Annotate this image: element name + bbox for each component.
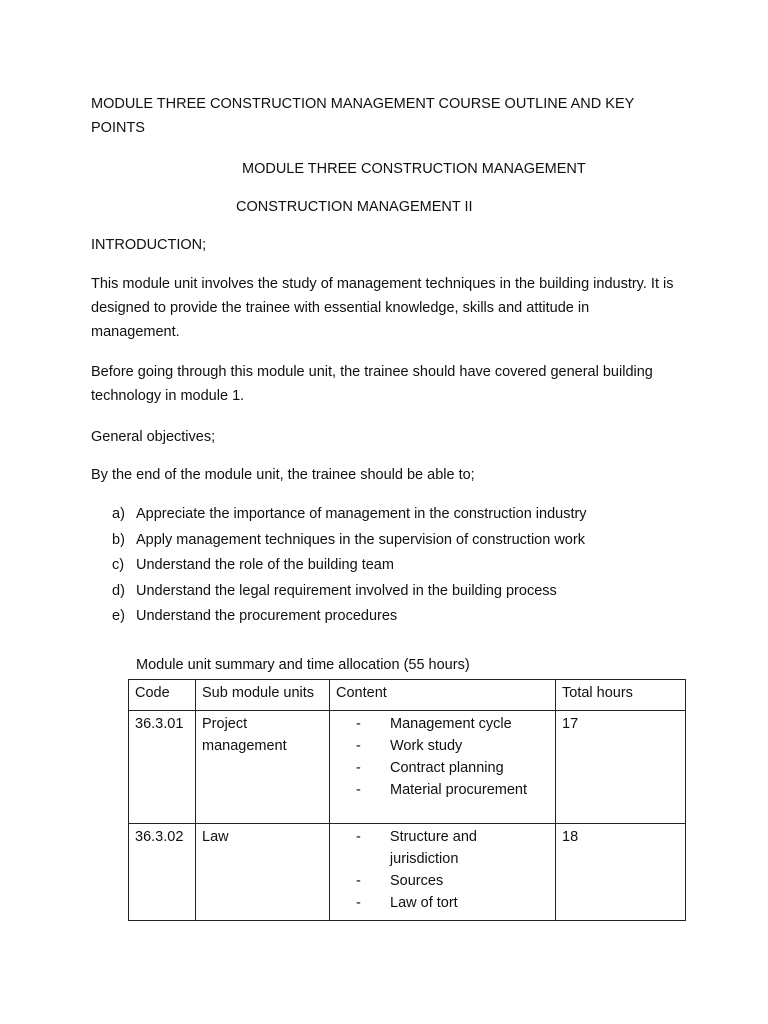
dash-marker: - [356,738,361,754]
content-list [336,713,549,801]
objectives-heading: General objectives; [91,429,216,445]
cell-hours: 18 [556,824,686,921]
header-code: Code [129,680,196,711]
cell-unit: Project management [196,711,330,824]
content-item [356,826,549,870]
objective-text: Understand the role of the building team [136,557,394,573]
dash-marker: - [356,760,361,776]
intro-paragraph-1: This module unit involves the study of management techniques in the building industry. It is designed to provide the trainee with essential knowledge, skills and attitude in management. [91,276,674,340]
header-total-hours: Total hours [556,680,686,711]
content-text: Work study [390,738,463,754]
objective-item [112,579,587,605]
header-content: Content [330,680,556,711]
objective-text: Appreciate the importance of management in the construction industry [136,506,587,522]
objective-text: Understand the legal requirement involved in the building process [136,582,557,599]
cell-unit: Law [196,824,330,921]
dash-marker: - [356,716,361,732]
dash-marker: - [356,873,361,889]
objective-text: Understand the procurement procedures [136,608,398,624]
objective-marker: d) [112,582,125,599]
objectives-lead: By the end of the module unit, the trainee should be able to; [91,467,475,483]
objective-marker: b) [112,531,125,548]
objective-marker: e) [112,608,125,624]
content-text: Contract planning [390,760,504,776]
cell-content [330,711,556,824]
objective-marker: c) [112,557,125,573]
dash-marker: - [356,895,361,911]
content-item [356,713,549,735]
content-text: Law of tort [390,895,458,911]
objective-text: Apply management techniques in the supervision of construction work [136,531,585,548]
content-list [336,826,549,914]
objective-item [112,553,587,579]
intro-paragraph-2: Before going through this module unit, the trainee should have covered general building technology in module 1. [91,364,653,404]
module-summary-table [128,679,686,921]
table-row [129,711,686,824]
cell-hours: 17 [556,711,686,824]
content-text: Material procurement [390,782,527,798]
content-item [356,892,549,914]
document-heading: MODULE THREE CONSTRUCTION MANAGEMENT COURSE OUTLINE AND KEY POINTS [91,96,635,136]
content-text: Management cycle [390,716,512,732]
cell-code: 36.3.01 [129,711,196,824]
content-item [356,735,549,757]
table-caption: Module unit summary and time allocation (55 hours) [136,657,470,673]
table-header-row [129,680,686,711]
content-item [356,779,549,801]
content-item [356,870,549,892]
objective-item [112,528,587,554]
content-item [356,757,549,779]
cell-content [330,824,556,921]
dash-marker: - [356,782,361,798]
content-text: Structure and jurisdiction [389,829,477,867]
cell-code: 36.3.02 [129,824,196,921]
objective-marker: a) [112,506,125,522]
dash-marker: - [356,829,361,845]
content-text: Sources [390,873,444,889]
header-sub-module-units: Sub module units [196,680,330,711]
objective-item [112,502,587,528]
introduction-heading: INTRODUCTION; [91,237,207,253]
module-subtitle: MODULE THREE CONSTRUCTION MANAGEMENT [242,161,586,177]
objectives-list [112,502,587,630]
objective-item [112,604,587,630]
course-title: CONSTRUCTION MANAGEMENT II [236,199,473,215]
table-row [129,824,686,921]
